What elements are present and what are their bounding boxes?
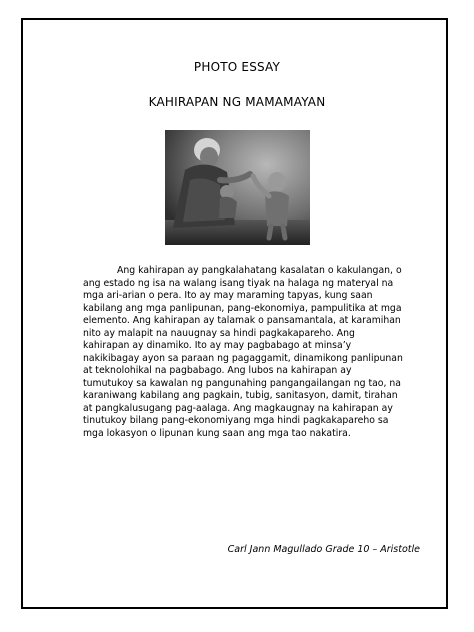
essay-label: PHOTO ESSAY: [193, 60, 281, 74]
essay-title: KAHIRAPAN NG MAMAMAYAN: [148, 95, 326, 109]
essay-body: Ang kahirapan ay pangkalahatang kasalatan o kakulangan, o ang estado ng isa na walang isang tiyak na halaga ng materyal na mga ari-arian o pera. Ito ay may maraming tapyas, kung saan kabilang ang mga panlipunan, pang-ekonomiya, pampulitika at mga elemento. Ang kahirapan ay talamak o pansamantala, at karamihan nito ay malapit na nauugnay sa hindi pagkakapareho. Ang kahirapan ay dinamiko. Ito ay may pagbabago at minsa’y nakikibagay ayon sa paraan ng pagaggamit, dinamikong panlipunan at teknolohikal na pagbabago. Ang lubos na kahirapan ay tumutukoy sa kawalan ng pangunahing pangangailangan ng tao, na karaniwang kabilang ang pagkain, tubig, sanitasyon, damit, tirahan at pangkalusugang pag-aalaga. Ang magkaugnay na kahirapan ay tinutukoy bilang pang-ekonomiyang mga hindi pagkakapareho sa mga lokasyon o lipunan kung saan ang mga tao nakatira.: [83, 265, 403, 439]
author-credit: Carl Jann Magullado Grade 10 – Aristotle: [227, 544, 420, 555]
essay-photo: [165, 130, 310, 245]
